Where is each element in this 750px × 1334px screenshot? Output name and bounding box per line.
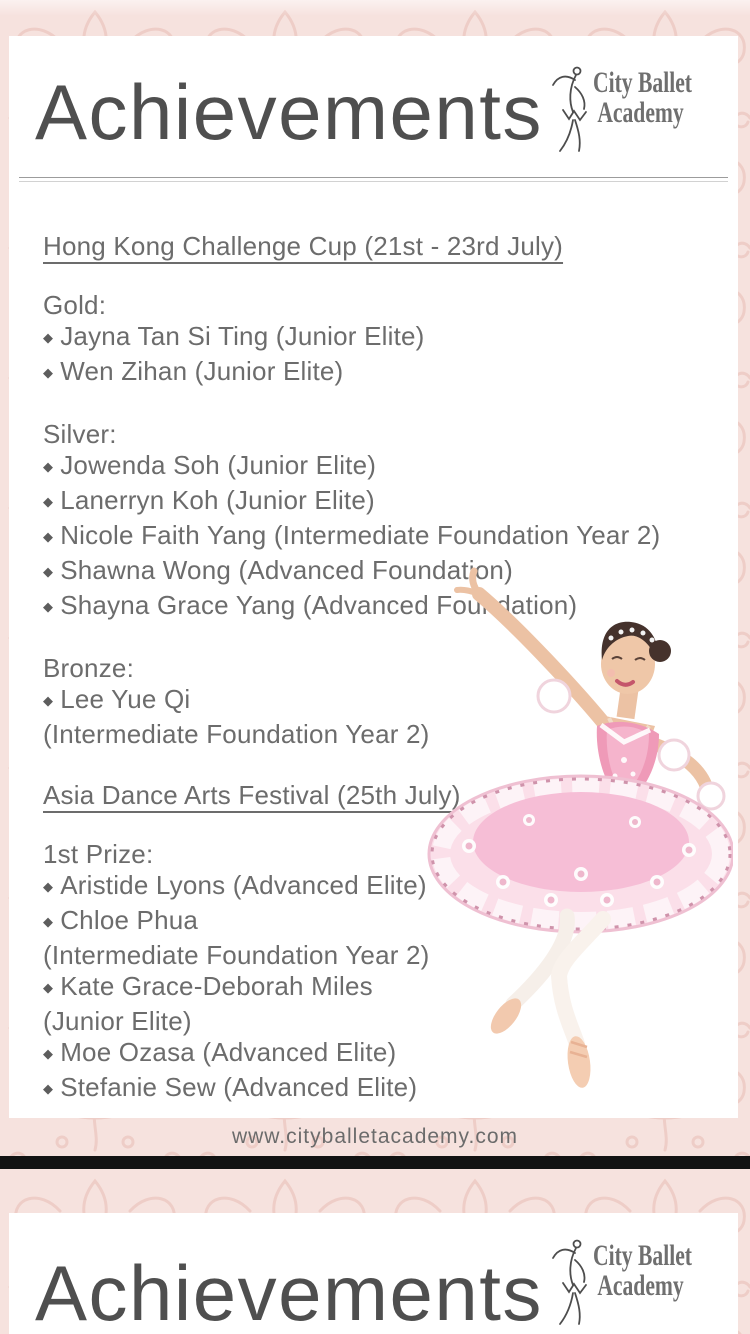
award-entry — [43, 450, 724, 485]
page-title: Achievements — [35, 1249, 543, 1334]
ballet-dancer-icon — [549, 1235, 593, 1327]
award-tier-label: Gold: — [43, 290, 107, 320]
next-achievements-poster — [0, 1169, 750, 1334]
diamond-bullet-icon: ◆ — [43, 599, 54, 614]
logo-line1: City Ballet — [592, 66, 692, 99]
award-entry — [43, 321, 724, 356]
award-tier-label: Silver: — [43, 419, 117, 449]
award-entry-name: Kate Grace-Deborah Miles — [60, 971, 373, 1001]
award-entry — [43, 356, 724, 391]
feed-gap-bar — [0, 1156, 750, 1169]
website-url: www.cityballetacademy.com — [231, 1125, 519, 1148]
logo-wordmark — [593, 1241, 692, 1301]
diamond-bullet-icon: ◆ — [43, 693, 54, 708]
city-ballet-academy-logo — [549, 1235, 730, 1327]
diamond-bullet-icon: ◆ — [43, 914, 54, 929]
award-group — [43, 290, 724, 391]
diamond-bullet-icon: ◆ — [43, 365, 54, 380]
award-entry-name: Jayna Tan Si Ting (Junior Elite) — [60, 321, 425, 351]
diamond-bullet-icon: ◆ — [43, 1081, 54, 1096]
logo-line2: Academy — [596, 1269, 684, 1302]
award-entry-name: Lee Yue Qi — [60, 684, 191, 714]
award-tier-label: Bronze: — [43, 653, 135, 683]
award-entry-name: Jowenda Soh (Junior Elite) — [60, 450, 377, 480]
award-entry — [43, 485, 724, 520]
poster-card — [9, 1213, 738, 1334]
page-title: Achievements — [35, 68, 543, 156]
logo-wordmark — [593, 68, 692, 128]
diamond-bullet-icon: ◆ — [43, 529, 54, 544]
award-entry-name: Stefanie Sew (Advanced Elite) — [60, 1072, 418, 1102]
city-ballet-academy-logo — [549, 62, 730, 154]
award-entry-name: Moe Ozasa (Advanced Elite) — [60, 1037, 397, 1067]
award-entry-continuation: (Intermediate Foundation Year 2) — [43, 940, 430, 970]
award-entry-name: Aristide Lyons (Advanced Elite) — [60, 870, 427, 900]
diamond-bullet-icon: ◆ — [43, 564, 54, 579]
logo-line2: Academy — [596, 96, 684, 129]
diamond-bullet-icon: ◆ — [43, 330, 54, 345]
diamond-bullet-icon: ◆ — [43, 459, 54, 474]
award-entry — [43, 520, 724, 555]
section-heading: Asia Dance Arts Festival (25th July) — [43, 780, 461, 810]
top-light-fade — [0, 0, 750, 16]
diamond-bullet-icon: ◆ — [43, 1046, 54, 1061]
diamond-bullet-icon: ◆ — [43, 980, 54, 995]
ballet-dancer-icon — [549, 62, 593, 154]
diamond-bullet-icon: ◆ — [43, 879, 54, 894]
award-entry-continuation: (Junior Elite) — [43, 1006, 192, 1036]
award-entry-name: Chloe Phua — [60, 905, 199, 935]
ballerina-photo — [421, 564, 733, 1114]
award-tier-label: 1st Prize: — [43, 839, 154, 869]
award-entry-name: Nicole Faith Yang (Intermediate Foundation Year 2) — [60, 520, 661, 550]
poster-card — [9, 36, 738, 1118]
logo-line1: City Ballet — [592, 1239, 692, 1272]
section-heading: Hong Kong Challenge Cup (21st - 23rd July) — [43, 231, 564, 261]
award-entry-name: Shayna Grace Yang (Advanced Foundation) — [60, 590, 578, 620]
award-entry-name: Lanerryn Koh (Junior Elite) — [60, 485, 375, 515]
award-entry-name: Shawna Wong (Advanced Foundation) — [60, 555, 513, 585]
award-entry-name: Wen Zihan (Junior Elite) — [60, 356, 344, 386]
diamond-bullet-icon: ◆ — [43, 494, 54, 509]
title-divider — [19, 177, 728, 182]
award-entry-continuation: (Intermediate Foundation Year 2) — [43, 719, 430, 749]
